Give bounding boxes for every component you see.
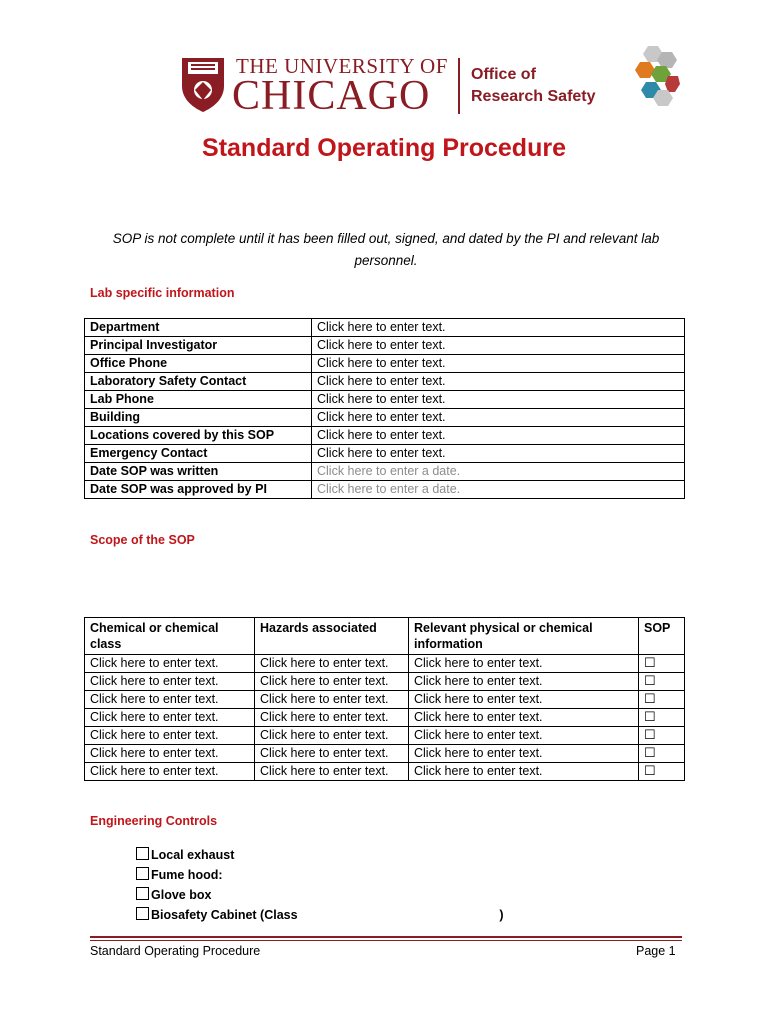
scope-table-header <box>85 618 685 655</box>
control-local-exhaust[interactable]: Local exhaust <box>136 847 234 862</box>
lab-info-label: Office Phone <box>85 355 312 373</box>
header-divider <box>458 58 460 114</box>
chemical-field[interactable]: Click here to enter text. <box>85 655 255 673</box>
lab-info-row <box>85 409 685 427</box>
university-shield-logo <box>180 56 226 114</box>
hazards-field[interactable]: Click here to enter text. <box>255 727 409 745</box>
checkbox[interactable] <box>136 867 149 880</box>
chemical-field[interactable]: Click here to enter text. <box>85 727 255 745</box>
office-name-line1: Office of <box>471 66 536 83</box>
footer-rule <box>90 936 682 938</box>
lab-info-label: Laboratory Safety Contact <box>85 373 312 391</box>
checkbox[interactable] <box>136 907 149 920</box>
hazards-field[interactable]: Click here to enter text. <box>255 745 409 763</box>
lab-info-value-field[interactable]: Click here to enter text. <box>312 337 685 355</box>
col-hazards: Hazards associated <box>255 618 409 655</box>
physical-info-field[interactable]: Click here to enter text. <box>409 745 639 763</box>
lab-info-row <box>85 391 685 409</box>
scope-row <box>85 709 685 727</box>
document-title: Standard Operating Procedure <box>202 134 566 162</box>
scope-heading: Scope of the SOP <box>90 533 195 547</box>
control-glove-box[interactable]: Glove box <box>136 887 211 902</box>
page-number: Page 1 <box>636 944 676 958</box>
lab-info-row <box>85 463 685 481</box>
footer-title: Standard Operating Procedure <box>90 944 261 958</box>
chemical-field[interactable]: Click here to enter text. <box>85 673 255 691</box>
hazards-field[interactable]: Click here to enter text. <box>255 763 409 781</box>
lab-info-row <box>85 481 685 499</box>
sop-checkbox[interactable]: ☐ <box>639 655 685 673</box>
closing-paren: ) <box>499 908 504 922</box>
control-biosafety-cabinet[interactable]: Biosafety Cabinet (Class ) <box>136 907 504 922</box>
chemical-field[interactable]: Click here to enter text. <box>85 745 255 763</box>
lab-info-value-field[interactable]: Click here to enter text. <box>312 373 685 391</box>
lab-info-value-field[interactable]: Click here to enter text. <box>312 409 685 427</box>
scope-table <box>84 617 685 781</box>
lab-info-value-field[interactable]: Click here to enter text. <box>312 427 685 445</box>
lab-info-label: Locations covered by this SOP <box>85 427 312 445</box>
col-chemical: Chemical or chemical class <box>85 618 255 655</box>
physical-info-field[interactable]: Click here to enter text. <box>409 763 639 781</box>
lab-info-label: Date SOP was written <box>85 463 312 481</box>
hazards-field[interactable]: Click here to enter text. <box>255 709 409 727</box>
sop-checkbox[interactable]: ☐ <box>639 763 685 781</box>
sop-checkbox[interactable]: ☐ <box>639 727 685 745</box>
lab-info-row <box>85 319 685 337</box>
university-name: CHICAGO <box>232 73 431 119</box>
sop-checkbox[interactable]: ☐ <box>639 709 685 727</box>
chemical-field[interactable]: Click here to enter text. <box>85 709 255 727</box>
scope-row <box>85 655 685 673</box>
scope-row <box>85 763 685 781</box>
lab-info-heading: Lab specific information <box>90 286 235 300</box>
checkbox[interactable] <box>136 887 149 900</box>
chemical-field[interactable]: Click here to enter text. <box>85 763 255 781</box>
completion-note: SOP is not complete until it has been filled out, signed, and dated by the PI and relevant lab personnel. <box>112 231 660 268</box>
lab-info-label: Building <box>85 409 312 427</box>
office-name-line2: Research Safety <box>471 88 596 105</box>
hazards-field[interactable]: Click here to enter text. <box>255 691 409 709</box>
lab-info-value-field[interactable]: Click here to enter text. <box>312 319 685 337</box>
lab-info-row <box>85 427 685 445</box>
scope-row <box>85 691 685 709</box>
lab-info-row <box>85 337 685 355</box>
lab-info-label: Date SOP was approved by PI <box>85 481 312 499</box>
chemical-field[interactable]: Click here to enter text. <box>85 691 255 709</box>
checkbox[interactable] <box>136 847 149 860</box>
lab-info-value-field[interactable]: Click here to enter text. <box>312 445 685 463</box>
physical-info-field[interactable]: Click here to enter text. <box>409 691 639 709</box>
physical-info-field[interactable]: Click here to enter text. <box>409 727 639 745</box>
lab-info-value-field[interactable]: Click here to enter a date. <box>312 481 685 499</box>
lab-info-row <box>85 355 685 373</box>
scope-row <box>85 727 685 745</box>
sop-checkbox[interactable]: ☐ <box>639 673 685 691</box>
research-safety-hexagon-logo <box>632 44 680 110</box>
sop-checkbox[interactable]: ☐ <box>639 745 685 763</box>
lab-info-row <box>85 445 685 463</box>
sop-checkbox[interactable]: ☐ <box>639 691 685 709</box>
physical-info-field[interactable]: Click here to enter text. <box>409 655 639 673</box>
university-name-top: THE UNIVERSITY OF <box>236 54 448 78</box>
physical-info-field[interactable]: Click here to enter text. <box>409 673 639 691</box>
col-physical-info: Relevant physical or chemical information <box>409 618 639 655</box>
engineering-heading: Engineering Controls <box>90 814 218 828</box>
lab-info-label: Emergency Contact <box>85 445 312 463</box>
hazards-field[interactable]: Click here to enter text. <box>255 655 409 673</box>
lab-info-table <box>84 318 685 499</box>
control-fume-hood[interactable]: Fume hood: <box>136 867 223 882</box>
lab-info-label: Principal Investigator <box>85 337 312 355</box>
lab-info-value-field[interactable]: Click here to enter a date. <box>312 463 685 481</box>
lab-info-label: Lab Phone <box>85 391 312 409</box>
col-sop: SOP <box>639 618 685 655</box>
lab-info-label: Department <box>85 319 312 337</box>
hazards-field[interactable]: Click here to enter text. <box>255 673 409 691</box>
lab-info-value-field[interactable]: Click here to enter text. <box>312 355 685 373</box>
lab-info-value-field[interactable]: Click here to enter text. <box>312 391 685 409</box>
scope-row <box>85 745 685 763</box>
scope-row <box>85 673 685 691</box>
physical-info-field[interactable]: Click here to enter text. <box>409 709 639 727</box>
footer-rule-thin <box>90 940 682 941</box>
lab-info-row <box>85 373 685 391</box>
